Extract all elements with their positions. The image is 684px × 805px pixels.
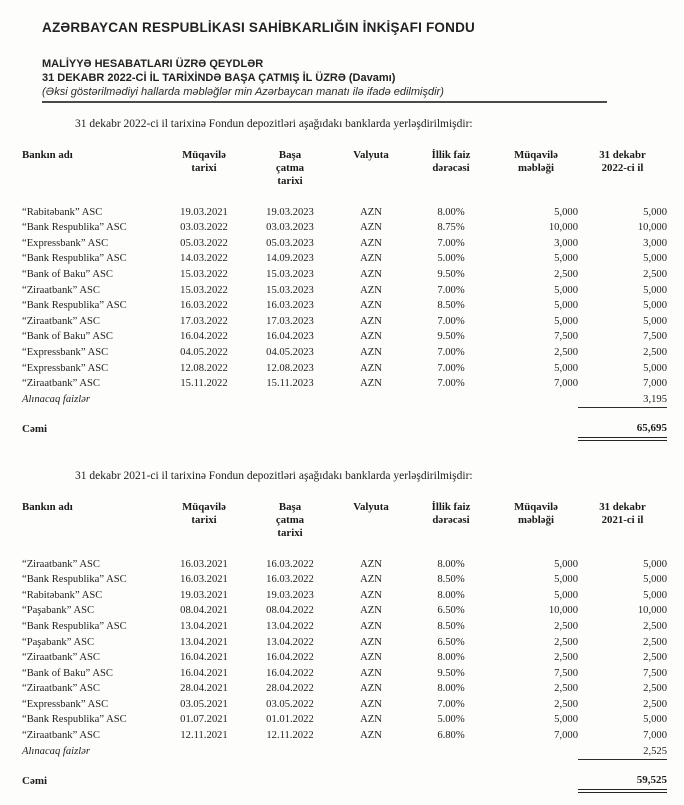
table-cell: 5,000 xyxy=(554,558,578,570)
table-cell: 2,500 xyxy=(554,268,578,280)
deposits-section xyxy=(22,470,668,793)
table-cell: 16.04.2021 xyxy=(180,667,228,679)
table-cell: “Rabitəbank” ASC xyxy=(22,206,103,218)
column-header-line: İllik faiz xyxy=(431,500,471,513)
table-cell: 16.03.2022 xyxy=(266,574,314,586)
column-header-line: Müqavilə xyxy=(514,500,558,513)
total-label: Cəmi xyxy=(22,423,48,436)
column-header-line: Müqavilə xyxy=(182,149,226,161)
document-title: AZƏRBAYCAN RESPUBLİKASI SAHİBKARLIĞIN İNKİŞAFI FONDU xyxy=(42,20,475,35)
table-cell: 05.03.2022 xyxy=(180,237,228,249)
table-cell: 15.03.2022 xyxy=(180,284,228,296)
table-cell: 12.11.2021 xyxy=(180,730,228,742)
column-header-line: Başa xyxy=(278,149,302,161)
table-cell: 7,500 xyxy=(554,667,578,679)
table-cell: AZN xyxy=(360,331,382,343)
table-cell: 8.75% xyxy=(437,222,465,234)
table-cell: 15.03.2023 xyxy=(266,268,314,280)
column-header-line: 2022-ci il xyxy=(601,162,644,175)
table-cell: 6.50% xyxy=(437,636,465,648)
table-cell: 2,500 xyxy=(643,683,667,695)
table-cell: 5,000 xyxy=(643,284,667,296)
table-cell: 7,500 xyxy=(554,331,578,343)
table-cell: 10,000 xyxy=(637,222,667,234)
table-cell: 8.00% xyxy=(437,558,465,570)
header-row xyxy=(22,501,667,557)
table-cell: AZN xyxy=(360,589,382,601)
table-cell: AZN xyxy=(360,222,382,234)
column-header xyxy=(578,501,667,557)
column-header xyxy=(494,501,578,557)
table-cell: “Paşabank” ASC xyxy=(22,605,95,617)
spacer-row xyxy=(22,408,667,422)
column-header-line: Valyuta xyxy=(353,149,389,161)
column-header-line: Bankın adı xyxy=(22,500,73,513)
table-cell: 6.50% xyxy=(437,605,465,617)
table-cell: “Bank Respublika” ASC xyxy=(22,620,127,632)
table-cell: 5,000 xyxy=(554,574,578,586)
table-cell: “Ziraatbank” ASC xyxy=(22,558,100,570)
table-cell: “Bank Respublika” ASC xyxy=(22,222,127,234)
table-cell: AZN xyxy=(360,730,382,742)
table-cell: 13.04.2022 xyxy=(266,636,314,648)
table-row xyxy=(22,681,667,697)
column-header-line: 31 dekabr xyxy=(599,500,646,513)
table-cell: “Expressbank” ASC xyxy=(22,237,109,249)
table-cell: 5.00% xyxy=(437,714,465,726)
table-cell: 5,000 xyxy=(554,300,578,312)
table-cell: 01.07.2021 xyxy=(180,714,228,726)
table-row xyxy=(22,251,667,267)
table-cell: AZN xyxy=(360,620,382,632)
table-cell: 15.11.2023 xyxy=(266,378,314,390)
table-cell: 12.11.2022 xyxy=(266,730,314,742)
table-cell: 16.04.2022 xyxy=(180,331,228,343)
table-cell: 19.03.2023 xyxy=(266,206,314,218)
empty-cell xyxy=(494,773,578,791)
table-cell: 28.04.2021 xyxy=(180,683,228,695)
table-cell: “Ziraatbank” ASC xyxy=(22,284,100,296)
table-cell: AZN xyxy=(360,714,382,726)
table-cell: 10,000 xyxy=(637,605,667,617)
table-cell: 2,500 xyxy=(643,636,667,648)
table-cell: 17.03.2022 xyxy=(180,315,228,327)
table-cell: 5.00% xyxy=(437,253,465,265)
table-cell: “Bank Respublika” ASC xyxy=(22,253,127,265)
table-cell: 16.04.2021 xyxy=(180,652,228,664)
table-cell: 2,500 xyxy=(554,652,578,664)
table-cell: 16.03.2021 xyxy=(180,558,228,570)
table-row xyxy=(22,236,667,252)
table-row xyxy=(22,345,667,361)
table-cell: “Ziraatbank” ASC xyxy=(22,730,100,742)
table-cell: 2,500 xyxy=(554,683,578,695)
table-cell: 14.03.2022 xyxy=(180,253,228,265)
header-rule xyxy=(42,101,607,103)
table-cell: 12.08.2023 xyxy=(266,362,314,374)
total-value: 65,695 xyxy=(578,421,667,439)
table-row xyxy=(22,557,667,573)
table-cell: 08.04.2022 xyxy=(266,605,314,617)
table-cell: 7,000 xyxy=(554,378,578,390)
table-cell: 17.03.2023 xyxy=(266,315,314,327)
column-header xyxy=(408,149,494,205)
table-cell: 5,000 xyxy=(643,300,667,312)
document-subheading xyxy=(42,57,668,85)
table-cell: 2,500 xyxy=(643,346,667,358)
table-cell: AZN xyxy=(360,683,382,695)
table-cell: AZN xyxy=(360,636,382,648)
table-row xyxy=(22,361,667,377)
table-cell: “Ziraatbank” ASC xyxy=(22,378,100,390)
accrued-interest-row xyxy=(22,392,667,408)
table-row xyxy=(22,205,667,221)
table-cell: 5,000 xyxy=(554,284,578,296)
table-row xyxy=(22,329,667,345)
table-cell: 03.03.2022 xyxy=(180,222,228,234)
column-header-line: tarixi xyxy=(191,162,217,175)
table-cell: 3,000 xyxy=(554,237,578,249)
table-cell: 28.04.2022 xyxy=(266,683,314,695)
table-cell: “Bank Respublika” ASC xyxy=(22,300,127,312)
table-cell: 16.03.2021 xyxy=(180,574,228,586)
deposits-table xyxy=(22,149,667,441)
table-cell: 5,000 xyxy=(643,589,667,601)
accrued-interest-value: 3,195 xyxy=(578,392,667,408)
table-cell: AZN xyxy=(360,268,382,280)
table-cell: 19.03.2021 xyxy=(180,206,228,218)
table-cell: 13.04.2021 xyxy=(180,620,228,632)
accrued-interest-label: Alınacaq faizlər xyxy=(22,745,90,757)
table-cell: “Bank Respublika” ASC xyxy=(22,574,127,586)
table-cell: 3,000 xyxy=(643,237,667,249)
table-row xyxy=(22,697,667,713)
table-cell: 7.00% xyxy=(437,346,465,358)
deposits-section xyxy=(22,118,668,441)
total-label: Cəmi xyxy=(22,775,48,788)
table-cell: “Bank of Baku” ASC xyxy=(22,667,113,679)
table-cell: 16.04.2022 xyxy=(266,667,314,679)
empty-cell xyxy=(494,392,578,408)
table-cell: “Bank Respublika” ASC xyxy=(22,714,127,726)
table-row xyxy=(22,635,667,651)
table-cell: 10,000 xyxy=(548,222,578,234)
table-cell: 7,000 xyxy=(643,378,667,390)
column-header-line: 2021-ci il xyxy=(601,514,644,527)
spacer-row xyxy=(22,760,667,774)
table-cell: AZN xyxy=(360,378,382,390)
table-cell: “Rabitəbank” ASC xyxy=(22,589,103,601)
column-header xyxy=(334,501,408,557)
table-cell: AZN xyxy=(360,346,382,358)
column-header xyxy=(408,501,494,557)
table-cell: 2,500 xyxy=(643,652,667,664)
table-cell: 8.50% xyxy=(437,620,465,632)
table-cell: “Paşabank” ASC xyxy=(22,636,95,648)
table-row xyxy=(22,712,667,728)
table-cell: AZN xyxy=(360,253,382,265)
column-header-line: tarixi xyxy=(277,175,303,188)
table-cell: 15.03.2023 xyxy=(266,284,314,296)
section-intro: 31 dekabr 2021-ci il tarixinə Fondun depozitləri aşağıdakı banklarda yerləşdirilmişdir: xyxy=(75,469,473,482)
table-cell: AZN xyxy=(360,558,382,570)
table-row xyxy=(22,619,667,635)
total-value: 59,525 xyxy=(578,773,667,791)
table-cell: 04.05.2023 xyxy=(266,346,314,358)
table-cell: 7,000 xyxy=(643,730,667,742)
column-header-line: dərəcəsi xyxy=(432,162,470,175)
table-cell: AZN xyxy=(360,315,382,327)
table-cell: AZN xyxy=(360,284,382,296)
table-cell: 2,500 xyxy=(554,346,578,358)
table-cell: 03.03.2023 xyxy=(266,222,314,234)
column-header xyxy=(246,501,334,557)
table-cell: 9.50% xyxy=(437,667,465,679)
table-cell: 2,500 xyxy=(554,636,578,648)
table-row xyxy=(22,267,667,283)
table-cell: 13.04.2022 xyxy=(266,620,314,632)
table-row xyxy=(22,314,667,330)
table-cell: 8.50% xyxy=(437,574,465,586)
column-header xyxy=(334,149,408,205)
table-cell: 7.00% xyxy=(437,378,465,390)
table-cell: AZN xyxy=(360,605,382,617)
table-cell: AZN xyxy=(360,667,382,679)
column-header xyxy=(162,149,246,205)
table-cell: 15.03.2022 xyxy=(180,268,228,280)
table-row xyxy=(22,283,667,299)
table-cell: 5,000 xyxy=(643,315,667,327)
table-cell: 5,000 xyxy=(554,589,578,601)
column-header-line: İllik faiz xyxy=(431,149,471,161)
table-cell: AZN xyxy=(360,237,382,249)
empty-cell xyxy=(494,421,578,439)
table-cell: 7.00% xyxy=(437,237,465,249)
currency-note: (Əksi göstərilmədiyi hallarda məbləğlər min Azərbaycan manatı ilə ifadə edilmişdir) xyxy=(42,86,444,98)
column-header-line: çatma xyxy=(275,162,305,175)
column-header-line: Müqavilə xyxy=(514,149,558,161)
table-cell: 5,000 xyxy=(554,714,578,726)
table-cell: “Bank of Baku” ASC xyxy=(22,331,113,343)
table-cell: 19.03.2021 xyxy=(180,589,228,601)
table-cell: “Ziraatbank” ASC xyxy=(22,683,100,695)
table-cell: 7.00% xyxy=(437,315,465,327)
table-cell: “Expressbank” ASC xyxy=(22,362,109,374)
table-cell: “Bank of Baku” ASC xyxy=(22,268,113,280)
table-cell: 8.00% xyxy=(437,206,465,218)
table-row xyxy=(22,666,667,682)
table-cell: 2,500 xyxy=(643,698,667,710)
table-cell: AZN xyxy=(360,300,382,312)
table-cell: AZN xyxy=(360,206,382,218)
table-cell: 5,000 xyxy=(554,206,578,218)
section-intro: 31 dekabr 2022-ci il tarixinə Fondun depozitləri aşağıdakı banklarda yerləşdirilmişdir: xyxy=(75,118,473,130)
table-cell: 15.11.2022 xyxy=(180,378,228,390)
header-row xyxy=(22,149,667,205)
table-row xyxy=(22,603,667,619)
table-cell: 16.03.2022 xyxy=(266,558,314,570)
table-cell: 16.04.2022 xyxy=(266,652,314,664)
table-cell: 16.04.2023 xyxy=(266,331,314,343)
table-cell: 9.50% xyxy=(437,268,465,280)
table-cell: 5,000 xyxy=(643,206,667,218)
column-header-line: Başa xyxy=(278,500,302,513)
column-header xyxy=(162,501,246,557)
table-cell: AZN xyxy=(360,574,382,586)
column-header-line: 31 dekabr xyxy=(599,149,646,161)
table-cell: 5,000 xyxy=(554,253,578,265)
table-cell: 7.00% xyxy=(437,362,465,374)
table-row xyxy=(22,588,667,604)
column-header-line: Müqavilə xyxy=(182,500,226,513)
table-cell: 19.03.2023 xyxy=(266,589,314,601)
table-cell: 8.00% xyxy=(437,683,465,695)
period-heading: 31 DEKABR 2022-Cİ İL TARİXİNDƏ BAŞA ÇATMIŞ İL ÜZRƏ (Davamı) xyxy=(42,72,396,84)
table-cell: 16.03.2022 xyxy=(180,300,228,312)
column-header-line: çatma xyxy=(275,514,305,527)
table-row xyxy=(22,298,667,314)
table-cell: 5,000 xyxy=(643,714,667,726)
table-cell: 01.01.2022 xyxy=(266,714,314,726)
deposits-table xyxy=(22,501,667,793)
table-cell: 12.08.2022 xyxy=(180,362,228,374)
table-cell: “Ziraatbank” ASC xyxy=(22,652,100,664)
table-cell: 03.05.2021 xyxy=(180,698,228,710)
column-header xyxy=(246,149,334,205)
table-cell: 8.50% xyxy=(437,300,465,312)
table-row xyxy=(22,220,667,236)
column-header-line: məbləği xyxy=(518,514,554,527)
table-cell: “Ziraatbank” ASC xyxy=(22,315,100,327)
table-cell: 2,500 xyxy=(554,620,578,632)
table-cell: 7.00% xyxy=(437,284,465,296)
column-header-line: tarixi xyxy=(191,514,217,527)
column-header-line: Bankın adı xyxy=(22,149,73,161)
deposit-sections xyxy=(22,118,668,793)
table-cell: 7.00% xyxy=(437,698,465,710)
notes-heading: MALİYYƏ HESABATLARI ÜZRƏ QEYDLƏR xyxy=(42,58,264,70)
accrued-interest-row xyxy=(22,744,667,760)
column-header xyxy=(22,149,162,205)
table-cell: 5,000 xyxy=(554,315,578,327)
table-cell: 13.04.2021 xyxy=(180,636,228,648)
table-cell: 03.05.2022 xyxy=(266,698,314,710)
table-cell: 6.80% xyxy=(437,730,465,742)
table-cell: 8.00% xyxy=(437,589,465,601)
table-cell: “Expressbank” ASC xyxy=(22,346,109,358)
column-header-line: tarixi xyxy=(277,527,303,540)
table-cell: 5,000 xyxy=(643,558,667,570)
table-cell: 08.04.2021 xyxy=(180,605,228,617)
table-cell: 05.03.2023 xyxy=(266,237,314,249)
table-row xyxy=(22,572,667,588)
total-row xyxy=(22,773,667,791)
table-cell: AZN xyxy=(360,362,382,374)
empty-cell xyxy=(494,744,578,760)
column-header-line: Valyuta xyxy=(353,500,389,513)
table-row xyxy=(22,650,667,666)
table-cell: AZN xyxy=(360,652,382,664)
column-header xyxy=(22,501,162,557)
total-row xyxy=(22,421,667,439)
table-cell: 5,000 xyxy=(643,253,667,265)
table-cell: 7,500 xyxy=(643,331,667,343)
table-cell: 14.09.2023 xyxy=(266,253,314,265)
table-cell: 10,000 xyxy=(548,605,578,617)
table-row xyxy=(22,376,667,392)
table-cell: 2,500 xyxy=(554,698,578,710)
table-cell: AZN xyxy=(360,698,382,710)
table-cell: 5,000 xyxy=(643,362,667,374)
column-header xyxy=(578,149,667,205)
table-cell: 7,500 xyxy=(643,667,667,679)
table-cell: 2,500 xyxy=(643,268,667,280)
table-cell: 7,000 xyxy=(554,730,578,742)
table-cell: 2,500 xyxy=(643,620,667,632)
column-header-line: məbləği xyxy=(518,162,554,175)
table-cell: 16.03.2023 xyxy=(266,300,314,312)
table-cell: 9.50% xyxy=(437,331,465,343)
column-header xyxy=(494,149,578,205)
table-cell: 04.05.2022 xyxy=(180,346,228,358)
table-cell: 5,000 xyxy=(643,574,667,586)
table-cell: “Expressbank” ASC xyxy=(22,698,109,710)
accrued-interest-label: Alınacaq faizlər xyxy=(22,393,90,405)
table-cell: 8.00% xyxy=(437,652,465,664)
accrued-interest-value: 2,525 xyxy=(578,744,667,760)
table-row xyxy=(22,728,667,744)
table-cell: 5,000 xyxy=(554,362,578,374)
document-header xyxy=(42,20,668,103)
column-header-line: dərəcəsi xyxy=(432,514,470,527)
